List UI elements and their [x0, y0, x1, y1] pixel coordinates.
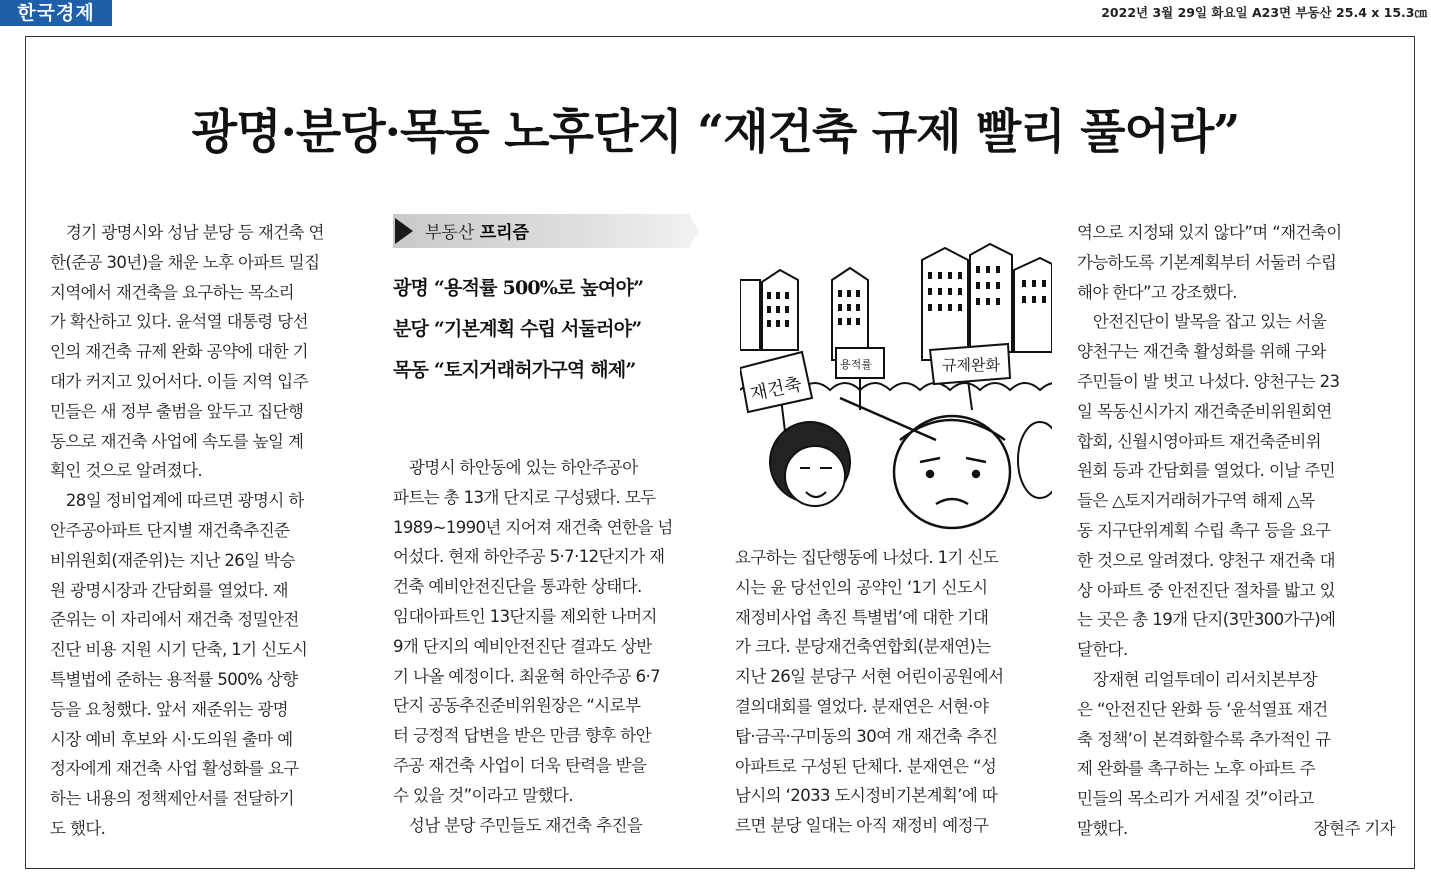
article-text-line: 한(준공 30년)을 채운 노후 아파트 밀집	[50, 252, 320, 272]
article-text-line: 파트는 총 13개 단지로 구성됐다. 모두	[393, 487, 656, 507]
newspaper-masthead: 한국경제	[0, 0, 112, 26]
reporter-byline: 장현주 기자	[1313, 818, 1395, 838]
article-text-line: 원 광명시장과 간담회를 열었다. 재	[50, 580, 288, 600]
article-text-line: 진단 비용 지원 시기 단축, 1기 신도시	[50, 640, 308, 660]
article-text-line: 대가 커지고 있어서다. 이들 지역 입주	[50, 371, 308, 391]
article-text-line: 역으로 지정돼 있지 않다”며 “재건축이	[1077, 223, 1342, 242]
article-text-line: 해야 한다”고 강조했다.	[1077, 282, 1237, 302]
article-text-line: 들은 △토지거래허가구역 해제 △목	[1077, 491, 1315, 511]
article-text-line: 특별법에 준하는 용적률 500% 상향	[50, 669, 298, 689]
article-text-line: 기 나올 예정이다. 최윤혁 하안주공 6·7	[393, 666, 661, 686]
article-column-3	[735, 543, 1053, 841]
article-text-line: 가 크다. 분당재건축연합회(분재연)는	[735, 637, 991, 657]
article-text-line: 수 있을 것”이라고 말했다.	[393, 785, 573, 805]
article-text-line: 어섰다. 현재 하안주공 5·7·12단지가 재	[393, 547, 665, 567]
article-text-line: 시는 윤 당선인의 공약인 ‘1기 신도시	[735, 577, 988, 597]
article-text-line: 준위는 이 자리에서 재건축 정밀안전	[50, 610, 299, 630]
article-text-line: 요구하는 집단행동에 나섰다. 1기 신도	[735, 548, 999, 567]
article-text-line: 민들의 목소리가 거세질 것”이라고	[1077, 789, 1314, 809]
section-label-prism	[393, 214, 699, 248]
article-headline: 광명·분당·목동 노후단지 “재건축 규제 빨리 풀어라”	[191, 105, 1240, 160]
article-text-line: 달한다.	[1077, 640, 1128, 660]
sign-text-3: 규제완화	[942, 356, 1000, 374]
article-column-1	[50, 218, 368, 844]
article-subheads	[393, 268, 723, 391]
article-text-line: 은 “안전진단 완화 등 ‘윤석열표 재건	[1077, 699, 1328, 719]
article-text-line: 제 완화를 촉구하는 노후 아파트 주	[1077, 759, 1315, 779]
article-text-line: 는 곳은 총 19개 단지(3만300가구)에	[1077, 610, 1336, 630]
article-text-line: 재정비사업 촉진 특별법’에 대한 기대	[735, 607, 989, 627]
article-text-line: 획인 것으로 알려졌다.	[50, 461, 202, 481]
article-text-line: 장재현 리얼투데이 리서치본부장	[1077, 669, 1317, 689]
article-text-line: 경기 광명시와 성남 분당 등 재건축 연	[50, 223, 324, 242]
article-text-line: 양천구는 재건축 활성화를 위해 구와	[1077, 342, 1326, 362]
article-text-line: 결의대회를 열었다. 분재연은 서현·야	[735, 696, 989, 716]
article-text-line: 르면 분당 일대는 아직 재정비 예정구	[735, 816, 989, 836]
article-text-line: 광명시 하안동에 있는 하안주공아	[393, 458, 638, 477]
article-text-line: 지역에서 재건축을 요구하는 목소리	[50, 282, 295, 302]
sign-text-2: 용적률	[840, 358, 872, 371]
dateline: 2022년 3월 29일 화요일 A23면 부동산 25.4 x 15.3㎝	[1101, 5, 1427, 20]
article-text-line: 임대아파트인 13단지를 제외한 나머지	[393, 606, 657, 626]
article-column-4	[1077, 218, 1395, 844]
subhead-bundang: 분당 “기본계획 수립 서둘러야”	[393, 318, 642, 340]
article-text-line: 1989~1990년 지어져 재건축 연한을 넘	[393, 517, 673, 537]
article-text-line: 시장 예비 후보와 시·도의원 출마 예	[50, 729, 293, 749]
article-text-line: 가 확산하고 있다. 윤석열 대통령 당선	[50, 312, 308, 332]
article-text-line: 남시의 ‘2033 도시정비기본계획’에 따	[735, 786, 998, 806]
article-text-line: 가능하도록 기본계획부터 서둘러 수립	[1077, 252, 1337, 272]
article-text-line: 동으로 재건축 사업에 속도를 높일 계	[50, 431, 304, 451]
article-text-line: 인의 재건축 규제 완화 공약에 대한 기	[50, 342, 308, 362]
article-text-line: 등을 요청했다. 앞서 재준위는 광명	[50, 699, 288, 719]
protest-cartoon-illustration	[740, 240, 1052, 532]
article-column-2	[393, 453, 711, 840]
article-text-line: 28일 정비업계에 따르면 광명시 하	[50, 491, 304, 511]
article-text-line: 축 정책’이 본격화할수록 추가적인 규	[1077, 729, 1331, 749]
article-text-line: 동 지구단위계획 수립 촉구 등을 요구	[1077, 520, 1331, 540]
article-text-line: 단지 공동추진준비위원장은 “시로부	[393, 696, 641, 716]
article-text-last: 말했다.	[1077, 818, 1128, 838]
article-text-line: 하는 내용의 정책제안서를 전달하기	[50, 789, 295, 809]
article-text-line: 주민들이 발 벗고 나섰다. 양천구는 23	[1077, 371, 1340, 391]
subhead-gwangmyeong: 광명 “용적률 500%로 높여야”	[393, 277, 644, 299]
subhead-mokdong: 목동 “토지거래허가구역 해제”	[393, 359, 636, 381]
section-label-text	[425, 218, 529, 243]
article-text-line: 민들은 새 정부 출범을 앞두고 집단행	[50, 401, 304, 421]
article-text-line	[1077, 814, 1395, 844]
article-text-line: 주공 재건축 사업이 더욱 탄력을 받을	[393, 755, 647, 775]
article-text-line: 비위원회(재준위)는 지난 26일 박승	[50, 550, 295, 570]
article-text-line: 한 것으로 알려졌다. 양천구 재건축 대	[1077, 550, 1335, 570]
article-text-line: 아파트로 구성된 단체다. 분재연은 “성	[735, 756, 997, 776]
section-label-name: 프리즘	[479, 223, 529, 243]
article-text-line: 성남 분당 주민들도 재건축 추진을	[393, 815, 643, 835]
article-text-line: 합회, 신월시영아파트 재건축준비위	[1077, 431, 1322, 451]
section-label-prefix: 부동산	[425, 223, 475, 243]
article-text-line: 일 목동신시가지 재건축준비위원회연	[1077, 401, 1332, 421]
article-text-line: 터 긍정적 답변을 받은 만큼 향후 하안	[393, 726, 651, 746]
article-text-line: 지난 26일 분당구 서현 어린이공원에서	[735, 667, 1004, 687]
article-text-line: 도 했다.	[50, 818, 106, 838]
article-text-line: 9개 단지의 예비안전진단 결과도 상반	[393, 636, 652, 656]
article-text-line: 안주공아파트 단지별 재건축추진준	[50, 520, 290, 540]
article-text-line: 원회 등과 간담회를 열었다. 이날 주민	[1077, 461, 1335, 481]
sign-text-1: 재건축	[748, 373, 804, 406]
article-text-line: 상 아파트 중 안전진단 절차를 밟고 있	[1077, 580, 1335, 600]
article-text-line: 안전진단이 발목을 잡고 있는 서울	[1077, 312, 1327, 332]
article-text-line: 탑·금곡·구미동의 30여 개 재건축 추진	[735, 726, 998, 746]
article-text-line: 정자에게 재건축 사업 활성화를 요구	[50, 759, 299, 779]
article-text-line: 건축 예비안전진단을 통과한 상태다.	[393, 577, 642, 597]
